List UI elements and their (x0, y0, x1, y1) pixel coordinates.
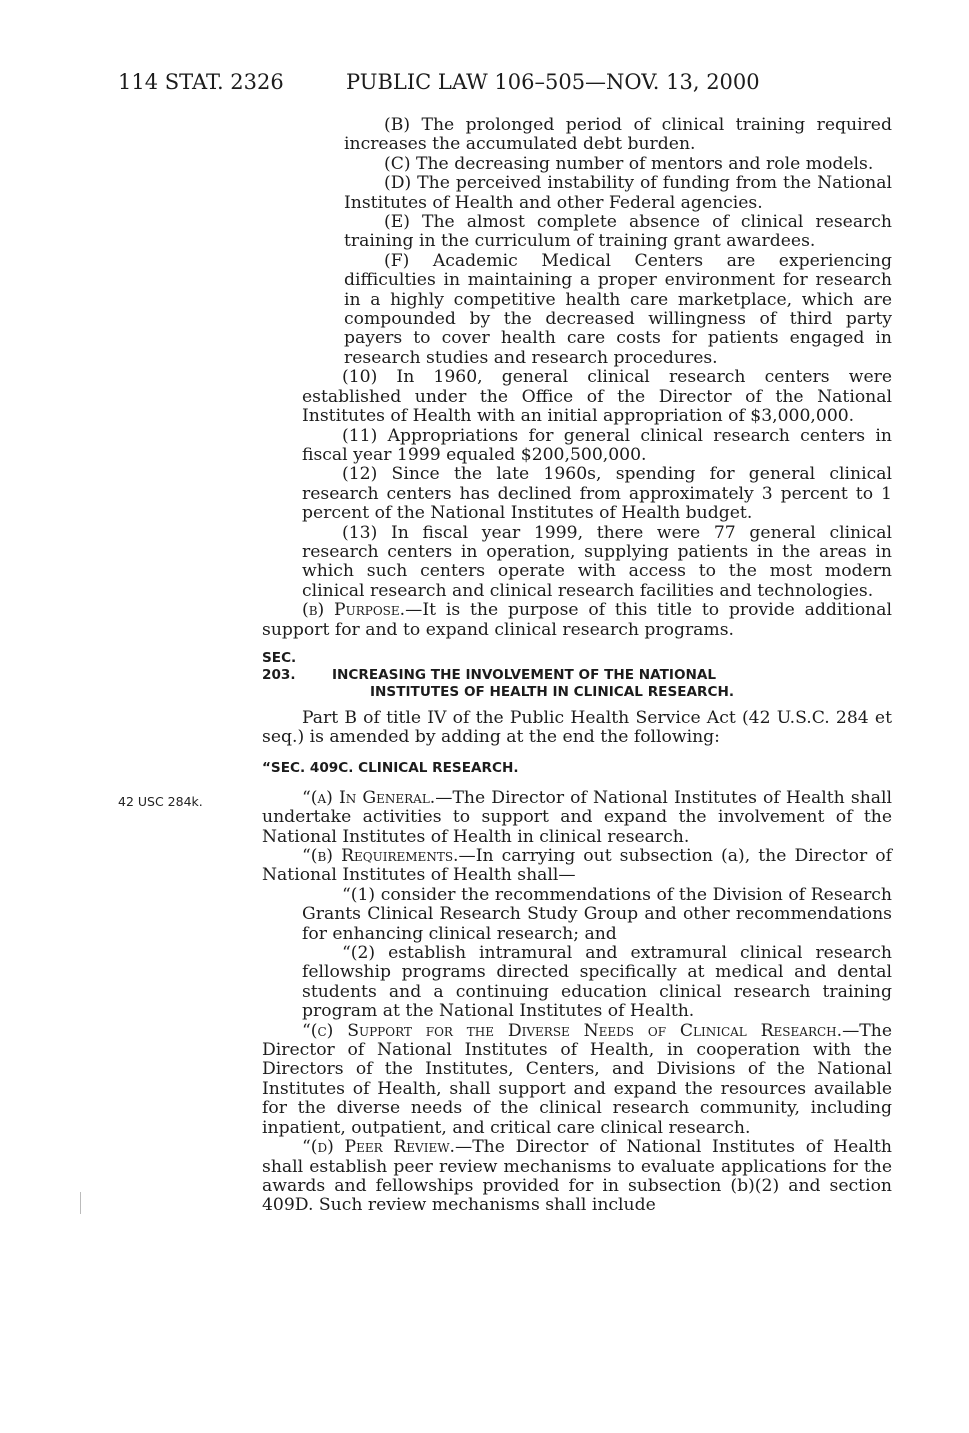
section-203-heading (262, 650, 892, 701)
subsection-a-label: “(a) In General. (302, 787, 436, 808)
finding-12: (12) Since the late 1960s, spending for general clinical research centers has declined from approximately 3 percent to 1 percent of the National Institutes of Health budget. (302, 464, 892, 524)
margin-citation: 42 USC 284k. (118, 794, 203, 809)
finding-11: (11) Appropriations for general clinical research centers in fiscal year 1999 equaled $200,500,000. (302, 425, 892, 465)
item-f: (F) Academic Medical Centers are experiencing difficulties in maintaining a proper environment for research in a highly competitive health care marketplace, which are compounded by the decreased willingness of third party payers to cover health care costs for patients engaged in research studies and research procedures. (344, 250, 892, 368)
finding-13: (13) In fiscal year 1999, there were 77 general clinical research centers in operation, supplying patients in the areas in which such centers operate with access to the most modern clinical research and clinical research facilities and technologies. (302, 522, 892, 601)
paragraph-b1: “(1) consider the recommendations of the Division of Research Grants Clinical Research Study Group and other recommendations for enhancing clinical research; and (302, 884, 892, 944)
item-b: (B) The prolonged period of clinical training required increases the accumulated debt burden. (344, 115, 892, 155)
subsection-d-label: “(d) Peer Review. (302, 1137, 456, 1158)
stat-reference: 114 STAT. 2326 (118, 70, 284, 94)
section-409c-heading: “SEC. 409C. CLINICAL RESEARCH. (262, 759, 519, 776)
page-header (118, 68, 878, 96)
finding-10: (10) In 1960, general clinical research centers were established under the Office of the Director of the National Institutes of Health with an initial appropriation of $3,000,000. (302, 367, 892, 427)
subsection-c-label: “(c) Support for the Diverse Needs of Clinical Research. (302, 1020, 843, 1041)
scan-artifact (80, 1192, 81, 1214)
purpose-label: (b) Purpose. (302, 600, 406, 621)
section-203-number: SEC. 203. (262, 649, 297, 683)
purpose-text: —It is the purpose of this title to provide additional support for and to expand clinical research programs. (262, 600, 892, 640)
body-text (262, 116, 892, 1216)
subsection-d-text: —The Director of National Institutes of Health shall establish peer review mechanisms to evaluate applications for the awards and fellowships provided for in subsection (b)(2) and section 409D. Such review mechanisms shall include (262, 1137, 892, 1216)
subsection-c (262, 1022, 892, 1138)
paragraph-b2: “(2) establish intramural and extramural clinical research fellowship programs directed specifically at medical and dental students and a continuing education clinical research training program at the National Institutes of Health. (302, 943, 892, 1022)
subsection-c-text: —The Director of National Institutes of Health, in cooperation with the Directors of the Institutes, Centers, and Divisions of the National Institutes of Health, shall support and expand the resources available for the diverse needs of the clinical research community, including inpatient, outpatient, and critical care clinical research. (262, 1020, 892, 1138)
subsection-d (262, 1138, 892, 1216)
purpose-subsection (262, 601, 892, 640)
item-e: (E) The almost complete absence of clinical research training in the curriculum of training grant awardees. (344, 212, 892, 252)
item-c: (C) The decreasing number of mentors and role models. (384, 153, 874, 174)
section-203-title-line2: INSTITUTES OF HEALTH IN CLINICAL RESEARCH. (370, 683, 735, 700)
section-203-title-line1: INCREASING THE INVOLVEMENT OF THE NATIONAL (332, 666, 717, 683)
item-d: (D) The perceived instability of funding from the National Institutes of Health and other Federal agencies. (344, 173, 892, 213)
subsection-a-text: —The Director of National Institutes of Health shall undertake activities to support and expand the involvement of the National Institutes of Health in clinical research. (262, 787, 892, 847)
subsection-a (262, 789, 892, 847)
section-203-intro: Part B of title IV of the Public Health Service Act (42 U.S.C. 284 et seq.) is amended by adding at the end the following: (262, 707, 892, 748)
public-law-title: PUBLIC LAW 106–505—NOV. 13, 2000 (346, 70, 760, 94)
subsection-b-label: “(b) Requirements. (302, 846, 459, 866)
subsection-b-text: —In carrying out subsection (a), the Director of National Institutes of Health shall— (262, 846, 892, 886)
subsection-b (262, 847, 892, 886)
